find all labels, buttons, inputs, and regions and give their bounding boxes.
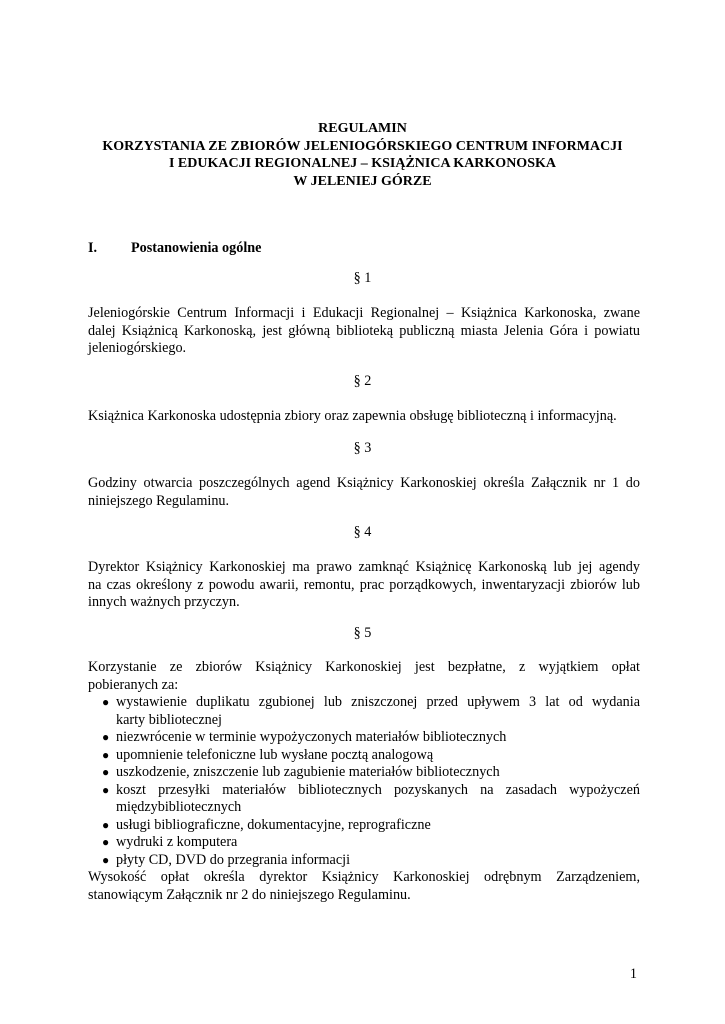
text-line: innych ważnych przyczyn.: [88, 594, 240, 610]
paragraph-mark: § 4: [353, 524, 372, 540]
text-line: koszt przesyłki materiałów bibliotecznych pozyskanych na zasadach wypożyczeń: [116, 781, 640, 798]
text-line: karty bibliotecznej: [116, 711, 222, 728]
text-line: niniejszego Regulaminu.: [88, 492, 230, 509]
page-number: 1: [629, 966, 637, 982]
bullet-icon: ●: [102, 730, 110, 744]
list-item: [88, 694, 640, 729]
bullet-icon: ●: [102, 747, 110, 762]
text-line: Dyrektor Książnicy Karkonoskiej ma prawo zamknąć Książnicę Karkonoską lub jej agendy: [88, 559, 640, 575]
text-line: Jeleniogórskie Centrum Informacji i Edukacji Regionalnej – Książnica Karkonoska, zwane: [88, 305, 640, 321]
title-line: KORZYSTANIA ZE ZBIORÓW JELENIOGÓRSKIEGO CENTRUM INFORMACJI: [102, 138, 623, 154]
bullet-icon: ●: [102, 765, 110, 779]
text-line: Godziny otwarcia poszczególnych agend Książnicy Karkonoskiej określa Załącznik nr 1 do: [88, 475, 640, 491]
text-line: płyty CD, DVD do przegrania informacji: [116, 851, 351, 868]
closing-paragraph: [88, 869, 640, 904]
text-line: upomnienie telefoniczne lub wysłane pocztą analogową: [116, 746, 434, 763]
bullet-icon: ●: [102, 817, 110, 832]
paragraph-text: [88, 305, 640, 358]
text-line: pobieranych za:: [88, 676, 179, 693]
text-line: uszkodzenie, zniszczenie lub zagubienie materiałów bibliotecznych: [116, 764, 500, 780]
list-item: [88, 817, 640, 835]
bullet-icon: ●: [102, 852, 110, 867]
title-line: I EDUKACJI REGIONALNEJ – KSIĄŻNICA KARKONOSKA: [168, 156, 556, 171]
bullet-icon: ●: [102, 782, 110, 797]
title-line: REGULAMIN: [318, 121, 407, 136]
list-item: [88, 834, 640, 852]
text-line: na czas określony z powodu awarii, remontu, prac porządkowych, inwentaryzacji zbiorów lub: [88, 576, 640, 593]
bullet-icon: ●: [102, 695, 110, 709]
list-item: [88, 764, 640, 782]
bullet-icon: ●: [102, 835, 110, 849]
paragraph-mark: § 2: [353, 373, 372, 389]
list-item: [88, 782, 640, 817]
text-line: usługi bibliograficzne, dokumentacyjne, reprograficzne: [116, 816, 431, 833]
title-line: W JELENIEJ GÓRZE: [293, 173, 432, 189]
paragraph-mark: § 5: [353, 625, 372, 641]
paragraph-mark: § 1: [353, 270, 372, 286]
text-line: międzybibliotecznych: [116, 799, 242, 815]
list-item: [88, 747, 640, 765]
document-title: [0, 120, 725, 190]
fee-list: [88, 694, 640, 869]
text-line: Książnica Karkonoska udostępnia zbiory oraz zapewnia obsługę biblioteczną i informacyjną.: [88, 408, 617, 424]
paragraph-text: [88, 475, 640, 510]
text-line: Korzystanie ze zbiorów Książnicy Karkonoskiej jest bezpłatne, z wyjątkiem opłat: [88, 659, 640, 675]
paragraph-text: [88, 559, 640, 612]
paragraph-mark: § 3: [353, 440, 372, 456]
list-item: [88, 729, 640, 747]
text-line: stanowiącym Załącznik nr 2 do niniejszego Regulaminu.: [88, 886, 411, 903]
text-line: wydruki z komputera: [116, 834, 238, 850]
section-number: I.: [88, 240, 98, 256]
list-item: [88, 852, 640, 870]
paragraph-text: [88, 659, 640, 694]
section-title: Postanowienia ogólne: [131, 240, 262, 256]
text-line: Wysokość opłat określa dyrektor Książnicy Karkonoskiej odrębnym Zarządzeniem,: [88, 869, 640, 885]
text-line: jeleniogórskiego.: [88, 340, 187, 356]
text-line: dalej Książnicą Karkonoską, jest główną biblioteką publiczną miasta Jelenia Góra i powiatu: [88, 322, 640, 339]
paragraph-text: [88, 408, 640, 426]
text-line: niezwrócenie w terminie wypożyczonych materiałów bibliotecznych: [116, 729, 507, 745]
section-heading: [88, 240, 261, 258]
text-line: wystawienie duplikatu zgubionej lub zniszczonej przed upływem 3 lat od wydania: [116, 694, 640, 710]
